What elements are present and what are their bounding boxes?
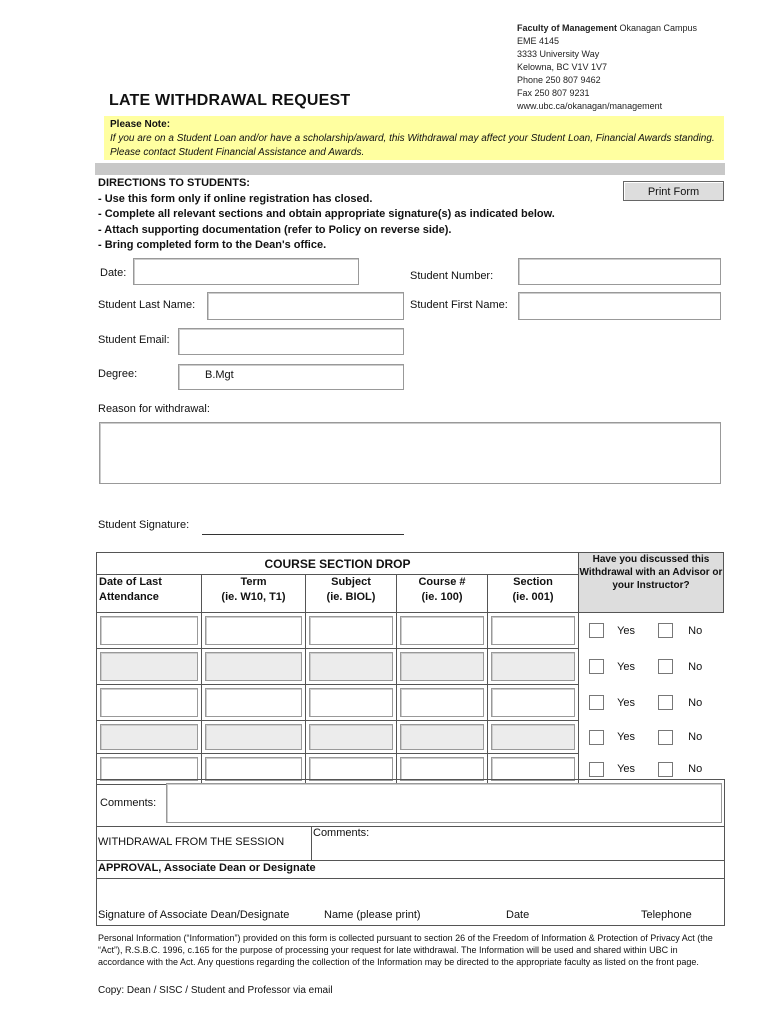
date-label: Date:	[100, 267, 127, 279]
section-cell-input[interactable]	[491, 688, 575, 717]
date-cell-input[interactable]	[100, 688, 198, 717]
no-label: No	[688, 660, 703, 673]
address-line: 3333 University Way	[517, 49, 600, 59]
name-print-label: Name (please print)	[324, 909, 421, 921]
direction-item: - Use this form only if online registration has closed.	[98, 192, 373, 205]
copy-line: Copy: Dean / SISC / Student and Professor via email	[98, 985, 333, 996]
no-checkbox[interactable]	[658, 623, 673, 638]
subject-cell-input[interactable]	[309, 688, 393, 717]
divider-line	[311, 826, 312, 860]
faculty-name: Faculty of Management	[517, 23, 618, 33]
directions-heading: DIRECTIONS TO STUDENTS:	[98, 177, 250, 189]
course-cell-input[interactable]	[400, 688, 484, 717]
fax-line: Fax 250 807 9231	[517, 88, 590, 98]
term-cell-input[interactable]	[205, 652, 302, 681]
direction-item: - Attach supporting documentation (refer to Policy on reverse side).	[98, 223, 452, 236]
no-label: No	[688, 624, 703, 637]
yes-checkbox[interactable]	[589, 659, 604, 674]
address-line: EME 4145	[517, 36, 560, 46]
section-cell-input[interactable]	[491, 616, 575, 645]
table-row	[97, 613, 724, 649]
email-field[interactable]	[178, 328, 404, 355]
term-cell-input[interactable]	[205, 724, 302, 750]
no-checkbox[interactable]	[658, 695, 673, 710]
date-cell-input[interactable]	[100, 652, 198, 681]
column-header-course: Course # (ie. 100)	[397, 575, 488, 613]
print-form-button[interactable]: Print Form	[623, 181, 724, 201]
course-cell-input[interactable]	[400, 616, 484, 645]
last-name-field[interactable]	[207, 292, 404, 320]
note-text: If you are on a Student Loan and/or have a scholarship/award, this Withdrawal may affect your Student Loan, Financial Awards standing. Please contact Student Financial Assistance and Awards.	[110, 133, 715, 158]
date-cell-input[interactable]	[100, 724, 198, 750]
column-header-section: Section (ie. 001)	[488, 575, 579, 613]
column-header-term: Term (ie. W10, T1)	[202, 575, 306, 613]
table-row	[97, 649, 724, 685]
course-cell-input[interactable]	[400, 652, 484, 681]
directions	[98, 176, 555, 254]
subject-cell-input[interactable]	[309, 616, 393, 645]
comments-field[interactable]	[166, 783, 722, 823]
no-label: No	[688, 763, 703, 775]
date-label-2: Date	[506, 909, 530, 921]
yes-label: Yes	[617, 624, 636, 637]
no-checkbox[interactable]	[658, 659, 673, 674]
approval-label: APPROVAL, Associate Dean or Designate	[98, 862, 316, 874]
yes-label: Yes	[617, 763, 636, 775]
yes-checkbox[interactable]	[589, 762, 604, 777]
course-section-table	[96, 552, 724, 785]
degree-label: Degree:	[98, 368, 138, 380]
date-cell-input[interactable]	[100, 616, 198, 645]
course-cell-input[interactable]	[400, 724, 484, 750]
reason-label: Reason for withdrawal:	[98, 403, 210, 415]
assoc-dean-signature-label: Signature of Associate Dean/Designate	[98, 909, 290, 921]
telephone-label: Telephone	[641, 909, 692, 921]
withdrawal-session-label: WITHDRAWAL FROM THE SESSION	[98, 836, 285, 848]
phone-line: Phone 250 807 9462	[517, 75, 601, 85]
last-name-label: Student Last Name:	[98, 299, 196, 311]
no-label: No	[688, 731, 703, 743]
faculty-address	[517, 22, 697, 113]
form-title: LATE WITHDRAWAL REQUEST	[109, 92, 351, 109]
address-line: Kelowna, BC V1V 1V7	[517, 62, 608, 72]
note-heading: Please Note:	[110, 119, 171, 130]
yes-checkbox[interactable]	[589, 695, 604, 710]
divider-line	[96, 860, 725, 861]
signature-label: Student Signature:	[98, 519, 190, 531]
signature-line[interactable]	[202, 534, 404, 535]
degree-field[interactable]: B.Mgt	[178, 364, 404, 390]
term-cell-input[interactable]	[205, 757, 302, 781]
no-checkbox[interactable]	[658, 730, 673, 745]
reason-field[interactable]	[99, 422, 721, 484]
subject-cell-input[interactable]	[309, 757, 393, 781]
divider-line	[96, 826, 725, 827]
course-cell-input[interactable]	[400, 757, 484, 781]
email-label: Student Email:	[98, 334, 170, 346]
term-cell-input[interactable]	[205, 616, 302, 645]
yes-label: Yes	[617, 696, 636, 709]
student-number-label: Student Number:	[410, 270, 494, 282]
yes-label: Yes	[617, 731, 636, 743]
yes-label: Yes	[617, 660, 636, 673]
table-row	[97, 685, 724, 721]
date-field[interactable]	[133, 258, 359, 285]
section-cell-input[interactable]	[491, 652, 575, 681]
website-line: www.ubc.ca/okanagan/management	[517, 101, 663, 111]
column-header-subject: Subject (ie. BIOL)	[306, 575, 397, 613]
campus-name: Okanagan Campus	[617, 23, 698, 33]
comments-label-2: Comments:	[313, 827, 370, 839]
subject-cell-input[interactable]	[309, 652, 393, 681]
first-name-field[interactable]	[518, 292, 721, 320]
course-section-drop-title: COURSE SECTION DROP	[97, 553, 579, 575]
column-header-date: Date of Last Attendance	[97, 575, 202, 613]
first-name-label: Student First Name:	[410, 299, 508, 311]
privacy-notice: Personal Information (“Information”) provided on this form is collected pursuant to section 26 of the Freedom of Information & Protection of Privacy Act (the “Act”), R.S.B.C. 1996, c.165 for the purpose of processing your request for late withdrawal. The Information will be used and shared within UBC in accordance with the Act. Any questions regarding the collection of the Information may be directed to the appropriate faculty as listed on the front page.	[98, 933, 713, 967]
yes-checkbox[interactable]	[589, 730, 604, 745]
comments-label: Comments:	[100, 797, 157, 809]
yes-checkbox[interactable]	[589, 623, 604, 638]
no-label: No	[688, 696, 703, 709]
date-cell-input[interactable]	[100, 757, 198, 781]
please-note-box	[104, 116, 724, 160]
table-row	[97, 721, 724, 754]
divider-line	[96, 878, 725, 879]
section-cell-input[interactable]	[491, 724, 575, 750]
direction-item: - Bring completed form to the Dean's office.	[98, 239, 327, 251]
divider-bar	[95, 163, 725, 175]
advisor-question: Have you discussed this Withdrawal with an Advisor or your Instructor?	[579, 553, 724, 613]
subject-cell-input[interactable]	[309, 724, 393, 750]
section-cell-input[interactable]	[491, 757, 575, 781]
student-number-field[interactable]	[518, 258, 721, 285]
term-cell-input[interactable]	[205, 688, 302, 717]
no-checkbox[interactable]	[658, 762, 673, 777]
direction-item: - Complete all relevant sections and obtain appropriate signature(s) as indicated below.	[98, 208, 555, 220]
